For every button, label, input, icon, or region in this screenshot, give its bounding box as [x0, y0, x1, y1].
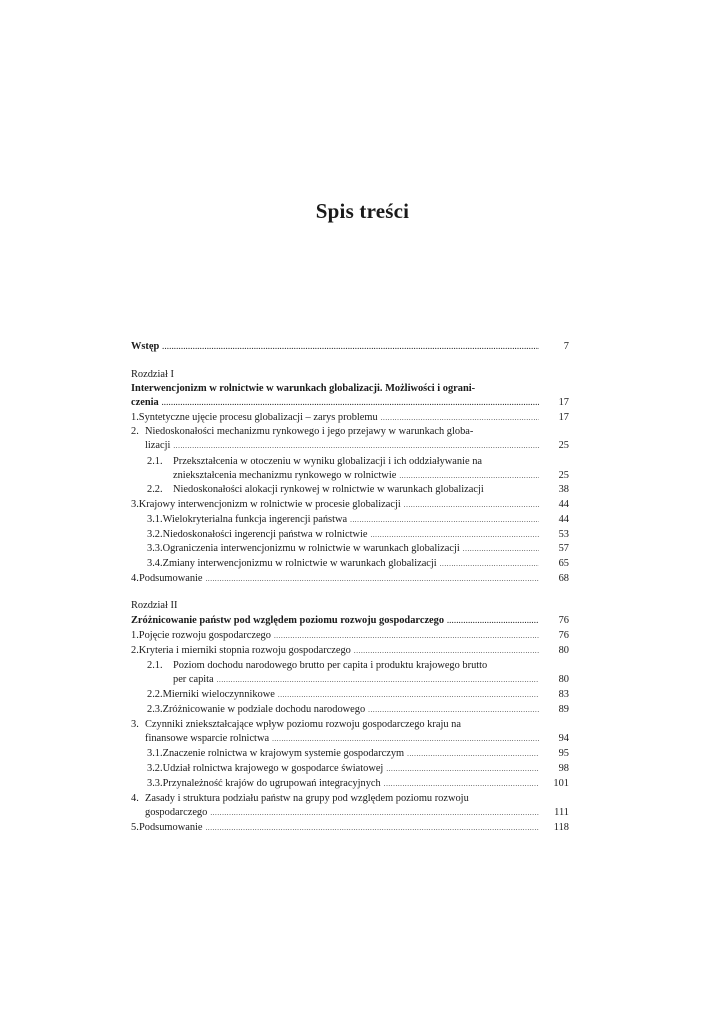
page-number: 98 — [558, 763, 569, 774]
page-number: 17 — [558, 397, 569, 408]
dot-leader — [272, 735, 539, 743]
toc-entry-title: Mierniki wieloczynnikowe — [162, 689, 275, 700]
toc-entry-number: 4. — [131, 573, 139, 584]
toc-entry-title: Zróżnicowanie państw pod względem poziomu rozwoju gospodarczego — [131, 615, 445, 626]
toc-entry-number: 5. — [131, 822, 139, 833]
toc-entry-number: 3.3. — [147, 543, 163, 554]
chapter-label: Rozdział II — [131, 600, 178, 611]
toc-entry-title: Niedoskonałości ingerencji państwa w rolnictwie — [162, 529, 368, 540]
toc-entry[interactable] — [147, 689, 539, 703]
toc-entry-title: Wstęp — [131, 341, 160, 352]
dot-leader — [210, 809, 539, 817]
toc-entry-title: Ograniczenia interwencjonizmu w rolnictwie w warunkach globalizacji — [162, 543, 460, 554]
page-number: 89 — [558, 704, 569, 715]
dot-leader — [386, 765, 539, 773]
toc-entry[interactable] — [145, 733, 539, 747]
toc-entry-number: 2. — [131, 426, 139, 437]
toc-entry-title: Czynniki zniekształcające wpływ poziomu rozwoju gospodarczego kraju na — [145, 719, 461, 730]
dot-leader — [162, 343, 539, 351]
dot-leader — [399, 472, 539, 480]
toc-entry-title: Zasady i struktura podziału państw na grupy pod względem poziomu rozwoju — [145, 793, 469, 804]
toc-entry-number: 3. — [131, 719, 139, 730]
toc-entry-title: Poziom dochodu narodowego brutto per capita i produktu krajowego brutto — [173, 660, 488, 671]
dot-leader — [354, 647, 539, 655]
dot-leader — [206, 824, 539, 832]
toc-entry[interactable] — [131, 412, 539, 426]
dot-leader — [278, 691, 539, 699]
toc-entry[interactable] — [131, 630, 539, 644]
page-number: 44 — [558, 514, 569, 525]
toc-entry[interactable] — [131, 719, 569, 733]
page-number: 68 — [558, 573, 569, 584]
toc-entry-title: zniekształcenia mechanizmu rynkowego w rolnictwie — [173, 470, 397, 481]
dot-leader — [463, 545, 539, 553]
toc-entry-title: Krajowy interwencjonizm w rolnictwie w procesie globalizacji — [138, 499, 401, 510]
toc-entry-title: Przynależność krajów do ugrupowań integracyjnych — [162, 778, 381, 789]
toc-entry[interactable] — [131, 341, 539, 355]
dot-leader — [370, 531, 539, 539]
page-number: 44 — [558, 499, 569, 510]
toc-entry[interactable] — [147, 748, 539, 762]
toc-entry-title: Znaczenie rolnictwa w krajowym systemie gospodarczym — [162, 748, 405, 759]
page-number: 80 — [558, 645, 569, 656]
toc-entry-number: 2.1. — [147, 660, 163, 671]
toc-entry[interactable] — [145, 807, 539, 821]
page-title: Spis treści — [315, 199, 410, 223]
page-number: 111 — [554, 807, 569, 818]
dot-leader — [173, 442, 539, 450]
toc-entry-title: Syntetyczne ujęcie procesu globalizacji – zarys problemu — [138, 412, 378, 423]
toc-entry[interactable] — [147, 704, 539, 718]
dot-leader — [447, 617, 539, 625]
toc-entry-title: Pojęcie rozwoju gospodarczego — [138, 630, 271, 641]
toc-entry-title: Podsumowanie — [139, 573, 203, 584]
chapter-label: Rozdział I — [131, 369, 174, 380]
toc-entry-title: Interwencjonizm w rolnictwie w warunkach globalizacji. Możliwości i ograni- — [131, 383, 476, 394]
toc-entry-number: 2.2. — [147, 689, 163, 700]
toc-entry-number: 3.2. — [147, 529, 163, 540]
toc-entry[interactable] — [145, 440, 539, 454]
toc-entry[interactable] — [147, 484, 539, 498]
page-number: 25 — [558, 470, 569, 481]
toc-entry-title: Przekształcenia w otoczeniu w wyniku globalizacji i ich oddziaływanie na — [173, 456, 483, 467]
toc-entry-number: 3.2. — [147, 763, 163, 774]
page-number: 53 — [558, 529, 569, 540]
toc-entry[interactable] — [131, 645, 539, 659]
dot-leader — [368, 706, 539, 714]
toc-entry-title: Zróżnicowanie w podziale dochodu narodowego — [162, 704, 366, 715]
toc-entry-title: per capita — [173, 674, 214, 685]
toc-entry[interactable] — [147, 558, 539, 572]
toc-entry-title: lizacji — [145, 440, 171, 451]
toc-entry[interactable] — [147, 456, 569, 470]
toc-entry-number: 3.1. — [147, 514, 163, 525]
page-number: 57 — [558, 543, 569, 554]
page-number: 76 — [558, 630, 569, 641]
dot-leader — [350, 516, 539, 524]
toc-entry[interactable] — [147, 529, 539, 543]
toc-entry-title: finansowe wsparcie rolnictwa — [145, 733, 270, 744]
page-number: 25 — [558, 440, 569, 451]
dot-leader — [404, 501, 539, 509]
toc-entry-title: Niedoskonałości mechanizmu rynkowego i jego przejawy w warunkach globa- — [145, 426, 474, 437]
toc-entry[interactable] — [147, 778, 539, 792]
dot-leader — [381, 414, 539, 422]
toc-entry-title: Podsumowanie — [139, 822, 203, 833]
toc-entry[interactable] — [173, 470, 539, 484]
dot-leader — [384, 780, 539, 788]
toc-entry-title: czenia — [131, 397, 159, 408]
page-number: 38 — [558, 484, 569, 495]
toc-entry-number: 2. — [131, 645, 139, 656]
toc-entry-number: 2.2. — [147, 484, 163, 495]
toc-entry[interactable] — [131, 573, 539, 587]
dot-leader — [407, 750, 539, 758]
toc-entry-number: 1. — [131, 630, 139, 641]
toc-entry[interactable] — [131, 793, 569, 807]
toc-entry[interactable] — [131, 383, 569, 397]
toc-entry[interactable] — [147, 514, 539, 528]
toc-entry[interactable] — [147, 543, 539, 557]
toc-entry-number: 2.1. — [147, 456, 163, 467]
toc-entry-title: Wielokryterialna funkcja ingerencji państwa — [162, 514, 348, 525]
toc-entry-title: Udział rolnictwa krajowego w gospodarce światowej — [162, 763, 384, 774]
toc-entry-title: gospodarczego — [145, 807, 208, 818]
toc-entry-title: Niedoskonałości alokacji rynkowej w rolnictwie w warunkach globalizacji — [173, 484, 484, 495]
toc-entry-title: Zmiany interwencjonizmu w rolnictwie w warunkach globalizacji — [162, 558, 437, 569]
toc-entry-number: 3.4. — [147, 558, 163, 569]
page-number: 101 — [553, 778, 569, 789]
page-number: 76 — [558, 615, 569, 626]
toc-entry[interactable] — [131, 426, 569, 440]
toc-entry[interactable] — [147, 660, 569, 674]
dot-leader — [274, 632, 539, 640]
toc-entry-number: 3.3. — [147, 778, 163, 789]
dot-leader — [217, 676, 539, 684]
page-number: 94 — [558, 733, 569, 744]
toc-entry-title: Kryteria i mierniki stopnia rozwoju gospodarczego — [138, 645, 351, 656]
page-number: 7 — [563, 341, 569, 352]
page-number: 118 — [553, 822, 569, 833]
dot-leader — [162, 399, 539, 407]
toc-entry[interactable] — [131, 499, 539, 513]
toc-entry-number: 3. — [131, 499, 139, 510]
page-number: 95 — [558, 748, 569, 759]
toc-entry-number: 4. — [131, 793, 139, 804]
toc-entry[interactable] — [131, 397, 539, 411]
toc-entry[interactable] — [147, 763, 539, 777]
page-number: 17 — [558, 412, 569, 423]
toc-entry[interactable] — [131, 822, 539, 836]
toc-entry-number: 3.1. — [147, 748, 163, 759]
dot-leader — [440, 560, 539, 568]
toc-entry[interactable] — [173, 674, 539, 688]
toc-entry[interactable] — [131, 615, 539, 629]
dot-leader — [206, 575, 539, 583]
page-number: 80 — [558, 674, 569, 685]
toc-entry-number: 2.3. — [147, 704, 163, 715]
page-number: 83 — [558, 689, 569, 700]
page-number: 65 — [558, 558, 569, 569]
toc-entry-number: 1. — [131, 412, 139, 423]
